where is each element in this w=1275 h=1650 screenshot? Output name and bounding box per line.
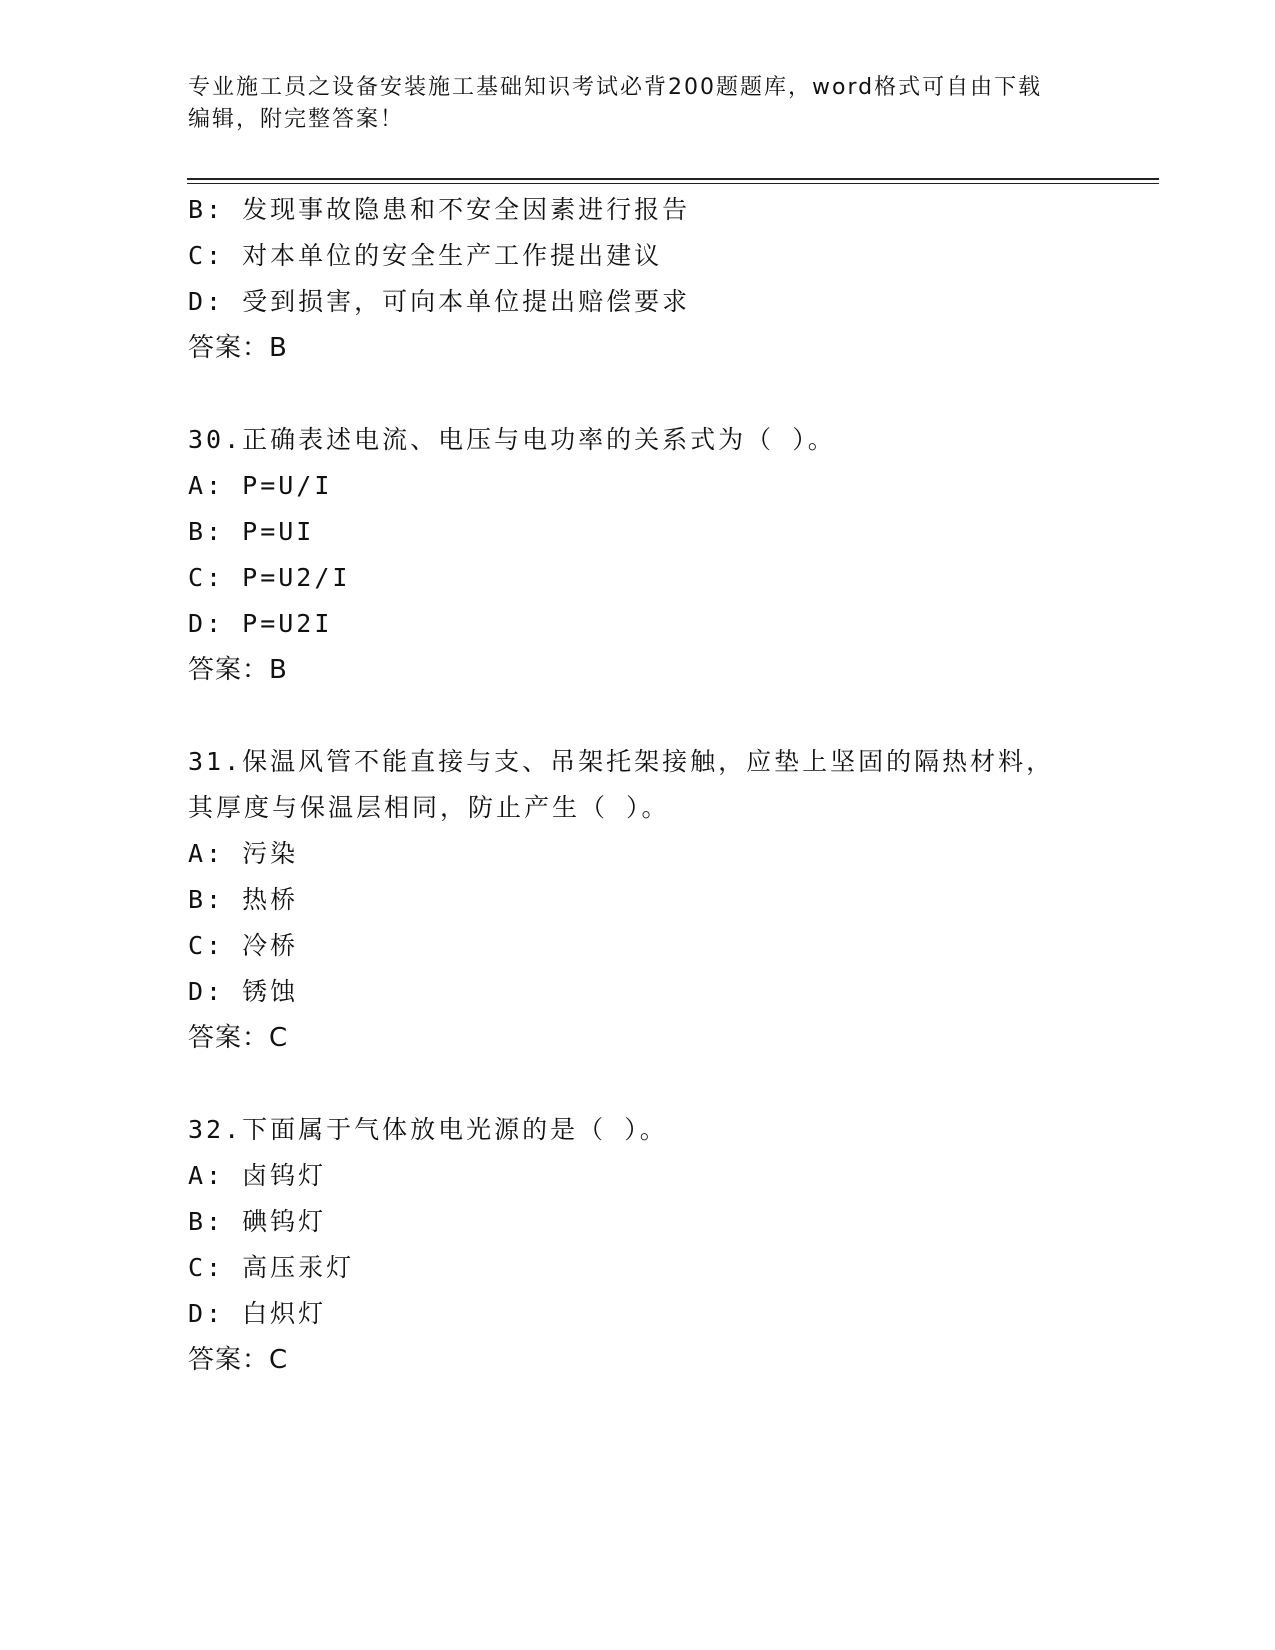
option-c: C: 高压汞灯 — [188, 1253, 355, 1282]
answer: 答案：C — [188, 1023, 289, 1053]
option-a: A: P=U/I — [188, 471, 333, 500]
option-d: D: P=U2I — [188, 609, 333, 638]
question-stem-line-1: 31.保温风管不能直接与支、吊架托架接触，应垫上坚固的隔热材料， — [188, 747, 1055, 776]
question-list — [188, 187, 1128, 1383]
question-30 — [188, 417, 1128, 693]
spacer — [188, 1061, 1128, 1107]
answer: 答案：B — [188, 333, 288, 363]
question-29-tail — [188, 187, 1128, 371]
option-c: C: P=U2/I — [188, 563, 351, 592]
option-b: B: 碘钨灯 — [188, 1207, 327, 1236]
option-b: B: 热桥 — [188, 885, 299, 914]
spacer — [188, 371, 1128, 417]
document-header — [188, 72, 1068, 136]
option-d: D: 白炽灯 — [188, 1299, 327, 1328]
spacer — [188, 693, 1128, 739]
question-32 — [188, 1107, 1128, 1383]
header-title-line-1: 专业施工员之设备安装施工基础知识考试必背200题题库，word格式可自由下载 — [188, 75, 1043, 100]
question-stem-line-2: 其厚度与保温层相同，防止产生（ ）。 — [188, 793, 670, 822]
option-c: C: 对本单位的安全生产工作提出建议 — [188, 241, 663, 270]
header-title-line-2: 编辑，附完整答案！ — [188, 107, 405, 132]
option-c: C: 冷桥 — [188, 931, 299, 960]
option-a: A: 卤钨灯 — [188, 1161, 327, 1190]
header-divider — [187, 178, 1159, 184]
question-stem: 30.正确表述电流、电压与电功率的关系式为（ ）。 — [188, 425, 836, 454]
option-b: B: 发现事故隐患和不安全因素进行报告 — [188, 195, 691, 224]
option-a: A: 污染 — [188, 839, 299, 868]
option-d: D: 受到损害，可向本单位提出赔偿要求 — [188, 287, 691, 316]
question-stem: 32.下面属于气体放电光源的是（ ）。 — [188, 1115, 668, 1144]
option-d: D: 锈蚀 — [188, 977, 299, 1006]
option-b: B: P=UI — [188, 517, 315, 546]
answer: 答案：B — [188, 655, 288, 685]
question-31 — [188, 739, 1128, 1061]
answer: 答案：C — [188, 1345, 289, 1375]
